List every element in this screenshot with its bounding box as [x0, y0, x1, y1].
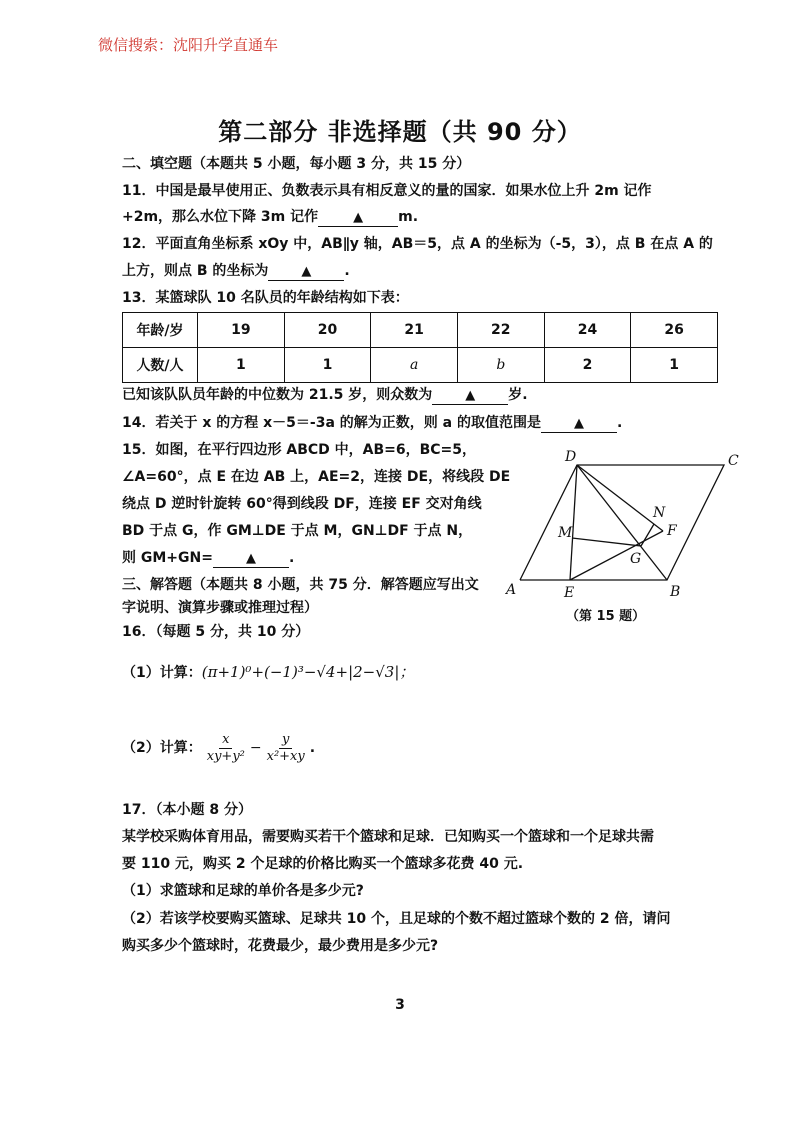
- q17-heading: 17．（本小题 8 分）: [122, 802, 252, 818]
- page-title: 第二部分 非选择题（共 90 分）: [218, 118, 582, 146]
- table-cell: 1: [284, 348, 371, 383]
- table-cell: 1: [631, 348, 718, 383]
- q12-line2: [122, 261, 350, 281]
- q16-heading: 16．（每题 5 分，共 10 分）: [122, 624, 310, 640]
- fraction-denominator: x²+xy: [266, 748, 305, 764]
- q15-end: .: [288, 550, 295, 566]
- minus-sign: −: [249, 740, 262, 756]
- q11-text: +2m，那么水位下降 3m 记作: [122, 209, 319, 225]
- label-c: C: [728, 453, 739, 469]
- q12-end: .: [344, 263, 350, 279]
- segment-de: [570, 465, 577, 580]
- q16-part1-expression: (π+1)⁰+(−1)³−√4+|2−√3|；: [201, 663, 415, 681]
- label-a: A: [506, 582, 517, 598]
- table-cell: a: [371, 348, 458, 383]
- q17-line1: 某学校采购体育用品，需要购买若干个篮球和足球．已知购买一个篮球和一个足球共需: [122, 829, 654, 845]
- page-number: 3: [395, 997, 405, 1013]
- table-cell: 24: [544, 313, 631, 348]
- q16-part2-end: .: [309, 740, 316, 756]
- table-cell: 2: [544, 348, 631, 383]
- q13-line1: 13．某篮球队 10 名队员的年龄结构如下表：: [122, 290, 409, 306]
- q12-line1: 12．平面直角坐标系 xOy 中，AB∥y 轴，AB＝5，点 A 的坐标为（-5，3），点 B 在点 A 的: [122, 236, 713, 252]
- diagonal-bd: [577, 465, 667, 580]
- section-3-heading-line2: 字说明、演算步骤或推理过程）: [122, 600, 318, 616]
- q13-line2: [122, 385, 528, 405]
- q12-text: 上方，则点 B 的坐标为: [122, 263, 269, 279]
- segment-gm: [572, 538, 641, 546]
- q11-answer-blank: ▲: [318, 209, 398, 227]
- label-n: N: [653, 505, 666, 521]
- q17-part1: （1）求篮球和足球的单价各是多少元?: [122, 883, 364, 899]
- segment-gn: [641, 524, 654, 546]
- q14-answer-blank: ▲: [541, 415, 617, 433]
- q17-part2-line1: （2）若该学校要购买篮球、足球共 10 个，且足球的个数不超过篮球个数的 2 倍，请问: [122, 911, 671, 927]
- table-cell: 20: [284, 313, 371, 348]
- q15-line3: 绕点 D 逆时针旋转 60°得到线段 DF，连接 EF 交对角线: [122, 496, 482, 512]
- label-e: E: [564, 585, 575, 601]
- table-cell: 26: [631, 313, 718, 348]
- age-table: [122, 312, 718, 383]
- segment-ef: [570, 531, 663, 580]
- table-cell: b: [457, 348, 544, 383]
- q13-answer-blank: ▲: [432, 387, 508, 405]
- segment-df: [577, 465, 663, 531]
- label-f: F: [667, 523, 677, 539]
- q16-part2: [122, 731, 315, 765]
- table-cell: 年龄/岁: [123, 313, 198, 348]
- fraction-numerator: y: [279, 732, 292, 749]
- q14-line: [122, 413, 622, 433]
- q15-line5: [122, 548, 294, 568]
- q13-text: 已知该队队员年龄的中位数为 21.5 岁，则众数为: [122, 387, 433, 403]
- q11-line1: 11．中国是最早使用正、负数表示具有相反意义的量的国家．如果水位上升 2m 记作: [122, 183, 652, 199]
- table-cell: 21: [371, 313, 458, 348]
- fraction-numerator: x: [219, 732, 232, 749]
- q11-unit: m.: [398, 209, 419, 225]
- section-3-heading-line1: 三、解答题（本题共 8 小题，共 75 分．解答题应写出文: [122, 577, 479, 593]
- watermark-text: 微信搜索：沈阳升学直通车: [98, 36, 279, 54]
- q15-figure-caption: （第 15 题）: [566, 609, 646, 624]
- table-cell: 1: [198, 348, 285, 383]
- q12-answer-blank: ▲: [268, 263, 344, 281]
- label-d: D: [565, 449, 577, 465]
- q17-part2-line2: 购买多少个篮球时，花费最少，最少费用是多少元?: [122, 938, 439, 954]
- q16-fraction-1: [204, 732, 248, 765]
- age-table-row-counts: [123, 348, 718, 383]
- q15-line1: 15．如图，在平行四边形 ABCD 中，AB=6，BC=5，: [122, 442, 477, 458]
- q16-fraction-2: [264, 732, 308, 765]
- label-b: B: [670, 584, 681, 600]
- q13-unit: 岁.: [508, 387, 528, 403]
- fraction-denominator: xy+y²: [206, 748, 245, 764]
- q15-text: 则 GM+GN=: [122, 550, 213, 566]
- q15-line2: ∠A=60°，点 E 在边 AB 上，AE=2，连接 DE，将线段 DE: [122, 469, 511, 485]
- q15-line4: BD 于点 G，作 GM⊥DE 于点 M，GN⊥DF 于点 N，: [122, 523, 473, 539]
- q16-part1: [122, 662, 414, 683]
- q16-part2-label: （2）计算：: [122, 740, 202, 756]
- table-cell: 人数/人: [123, 348, 198, 383]
- section-2-heading: 二、填空题（本题共 5 小题，每小题 3 分，共 15 分）: [122, 156, 471, 172]
- label-g: G: [630, 551, 642, 567]
- age-table-row-ages: [123, 313, 718, 348]
- table-cell: 19: [198, 313, 285, 348]
- q16-part1-label: （1）计算：: [122, 665, 202, 681]
- label-m: M: [558, 525, 573, 541]
- q14-text: 14．若关于 x 的方程 x－5＝-3a 的解为正数，则 a 的取值范围是: [122, 415, 541, 431]
- q15-answer-blank: ▲: [213, 550, 289, 568]
- q14-end: .: [616, 415, 623, 431]
- q17-line2: 要 110 元，购买 2 个足球的价格比购买一个篮球多花费 40 元.: [122, 856, 524, 872]
- q11-line2: [122, 207, 418, 227]
- table-cell: 22: [457, 313, 544, 348]
- q15-geometry-figure: [500, 445, 750, 630]
